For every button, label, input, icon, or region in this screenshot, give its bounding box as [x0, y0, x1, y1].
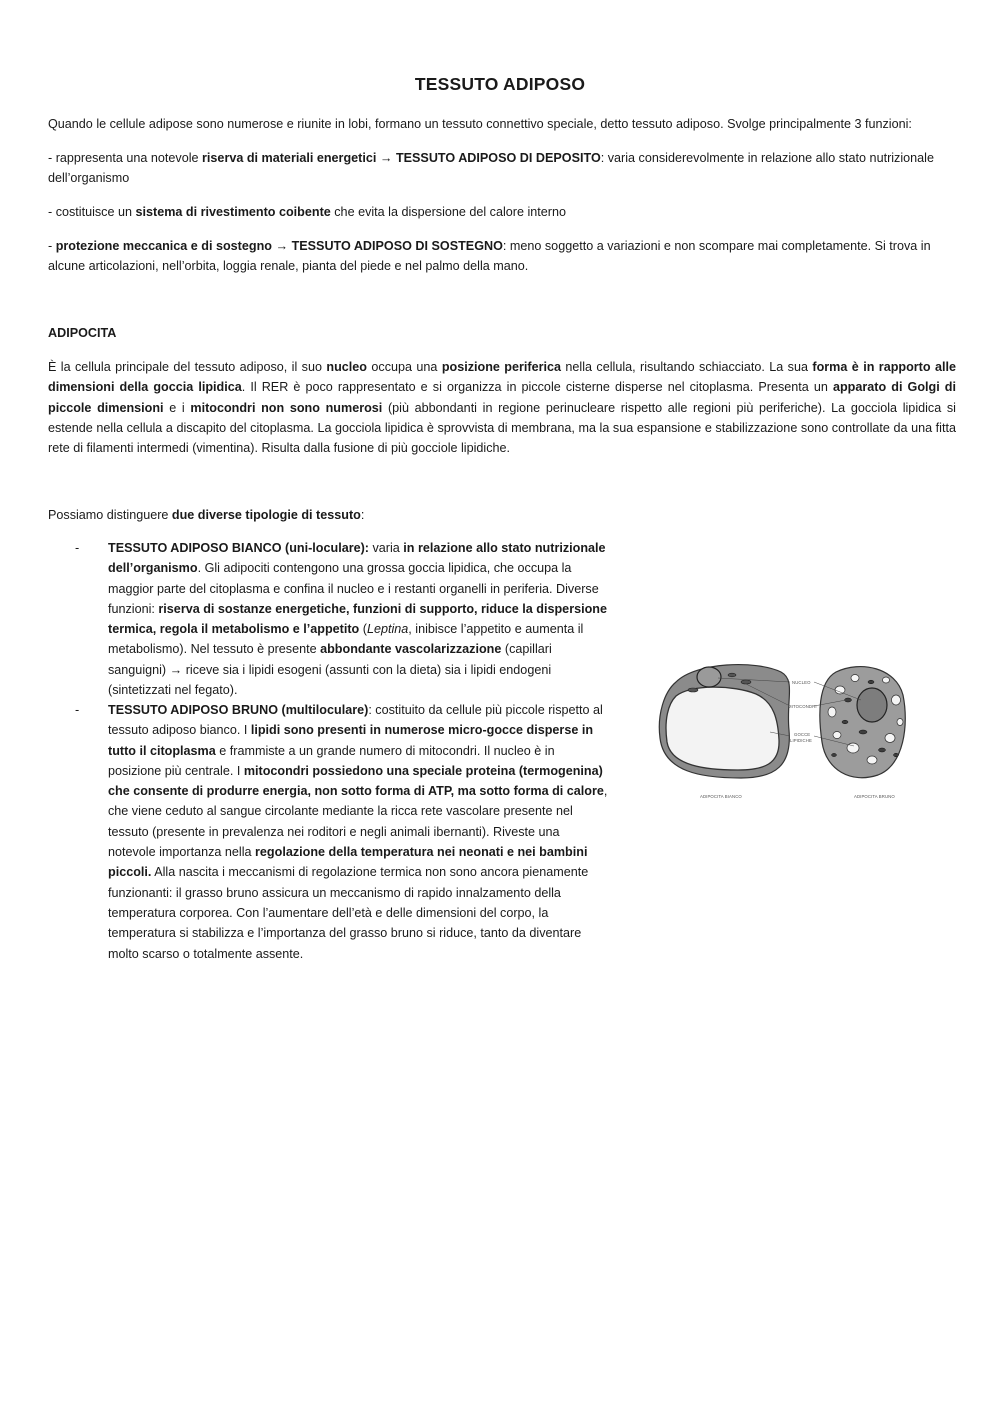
- intro-paragraph: Quando le cellule adipose sono numerose e riunite in lobi, formano un tessuto connettivo speciale, detto tessuto adiposo. Svolge principalmente 3 funzioni:: [48, 117, 912, 131]
- white-adipocyte: [659, 665, 789, 778]
- text: nella cellula, risultando schiacciato. La sua: [561, 360, 813, 374]
- nucleus-shape: [697, 667, 721, 687]
- function-bold: sistema di rivestimento coibente: [135, 205, 331, 219]
- text: (capillari sanguigni) → riceve sia i lipidi esogeni (assunti con la dieta) sia i lipidi endogeni (sintetizzati nel fegato).: [108, 642, 552, 698]
- bold-text: mitocondri possiedono una speciale proteina (termogenina) che consente di produrre energia, non sotto forma di ATP, ma sotto forma di calore: [108, 763, 604, 799]
- text: , che viene ceduto al sangue circolante mediante la ricca rete vascolare presente nel tessuto (presente in prevalenza nei roditori e negli animali ibernanti). Riveste una notevole importanza nella: [108, 784, 608, 860]
- function-text: -: [48, 239, 56, 253]
- function-text: : varia considerevolmente in relazione allo stato nutrizionale dell’organismo: [48, 151, 934, 186]
- bold-text: apparato di Golgi di piccole dimensioni: [48, 380, 956, 415]
- label-nucleo: NUCLEO: [792, 680, 811, 685]
- list-bullet: -: [75, 541, 80, 555]
- section-heading-adipocita: ADIPOCITA: [48, 326, 117, 340]
- text: È la cellula principale del tessuto adiposo, il suo: [48, 360, 327, 374]
- text: (: [359, 622, 367, 637]
- text: . Il RER è poco rappresentato e si organizza in piccole cisterne disperse nel citoplasma. Presenta un: [241, 380, 833, 395]
- label-lipidiche: LIPIDICHE: [790, 738, 812, 743]
- text: Alla nascita i meccanismi di regolazione termica non sono ancora pienamente funzionanti: il grasso bruno assicura un meccanismo di rapido innalzamento della temperatura corporea. Con l’aumentare dell’età e delle dimensioni del corpo, la temperatura si stabilizza e l’importanza del grasso bruno si riduce, tanto da diventare molto scarso o totalmente assente.: [108, 865, 589, 961]
- function-item-rivestimento: [48, 202, 956, 222]
- text: , inibisce l’appetito e aumenta il metabolismo). Nel tessuto è presente: [108, 622, 584, 657]
- bold-text: riserva di sostanze energetiche, funzioni di supporto, riduce la dispersione termica, regola il metabolismo e l’appetito: [108, 601, 607, 637]
- function-item-deposito: [48, 148, 956, 189]
- function-text: - rappresenta una notevole: [48, 151, 203, 165]
- text: e i: [163, 400, 191, 415]
- function-text: che evita la dispersione del calore interno: [330, 205, 566, 219]
- text: . Gli adipociti contengono una grossa goccia lipidica, che occupa la maggior parte del citoplasma e confina il nucleo e i restanti organelli in periferia. Diverse funzioni:: [108, 561, 599, 616]
- text: Possiamo distinguere: [48, 508, 172, 522]
- adipocita-paragraph: [48, 357, 956, 458]
- function-bold: TESSUTO ADIPOSO DI DEPOSITO: [395, 151, 601, 165]
- bianco-text: [108, 538, 608, 700]
- bold-text: posizione periferica: [441, 360, 562, 374]
- text: : costituito da cellule più piccole rispetto al tessuto adiposo bianco. I: [108, 703, 603, 738]
- bold-text: lipidi sono presenti in numerose micro-gocce disperse in tutto il citoplasma: [108, 723, 594, 758]
- function-text: : meno soggetto a variazioni e non scompare mai completamente. Si trova in alcune articolazioni, nell’orbita, loggia renale, pianta del piede e nel palmo della mano.: [48, 239, 931, 274]
- text: (più abbondanti in regione perinucleare rispetto alle regioni più periferiche). La gocciola lipidica si estende nella cellula a discapito del citoplasma. La gocciola lipidica è sprovvista di membrana, ma la sua espansione e stabilizzazione sono controllate da una fitta rete di filamenti intermedi (vimentina). Risulta dalla fusione di più gocciole lipidiche.: [48, 400, 956, 456]
- bold-text: nucleo: [326, 360, 367, 374]
- bold-text: TESSUTO ADIPOSO BRUNO (multiloculare): [108, 703, 369, 717]
- text: varia: [369, 541, 404, 555]
- label-mitocondri: MITOCONDRI: [788, 704, 817, 709]
- arrow: →: [271, 239, 292, 253]
- bold-text: abbondante vascolarizzazione: [320, 642, 502, 657]
- text: occupa una: [366, 360, 442, 374]
- adipocyte-illustration: [656, 660, 906, 805]
- list-bullet: -: [75, 703, 80, 717]
- italic-text: Leptina: [366, 622, 409, 637]
- function-text: - costituisce un: [48, 205, 136, 219]
- function-bold: protezione meccanica e di sostegno: [55, 239, 272, 253]
- bold-text: regolazione della temperatura nei neonati e nei bambini piccoli.: [108, 845, 588, 880]
- text: :: [360, 508, 365, 522]
- types-paragraph: [48, 505, 956, 525]
- caption-adipocita-bruno: ADIPOCITA BRUNO: [854, 794, 895, 799]
- brown-adipocyte: [820, 667, 905, 778]
- function-bold: TESSUTO ADIPOSO DI SOSTEGNO: [291, 239, 503, 253]
- function-item-sostegno: [48, 236, 956, 277]
- bold-text: TESSUTO ADIPOSO BIANCO (uni-loculare):: [108, 541, 369, 555]
- bold-text: due diverse tipologie di tessuto: [171, 508, 361, 522]
- arrow: →: [376, 151, 396, 165]
- page-title: TESSUTO ADIPOSO: [414, 74, 586, 94]
- bold-text: forma è in rapporto alle dimensioni della goccia lipidica: [48, 360, 956, 395]
- bold-text: mitocondri non sono numerosi: [190, 400, 383, 415]
- caption-adipocita-bianco: ADIPOCITA BIANCO: [700, 794, 742, 799]
- function-bold: riserva di materiali energetici: [202, 151, 377, 165]
- label-gocce: GOCCE: [794, 732, 811, 737]
- bold-text: in relazione allo stato nutrizionale dell’organismo: [108, 541, 606, 576]
- text: e frammiste a un grande numero di mitocondri. Il nucleo è in posizione più centrale. I: [108, 743, 555, 778]
- bruno-text: [108, 700, 608, 964]
